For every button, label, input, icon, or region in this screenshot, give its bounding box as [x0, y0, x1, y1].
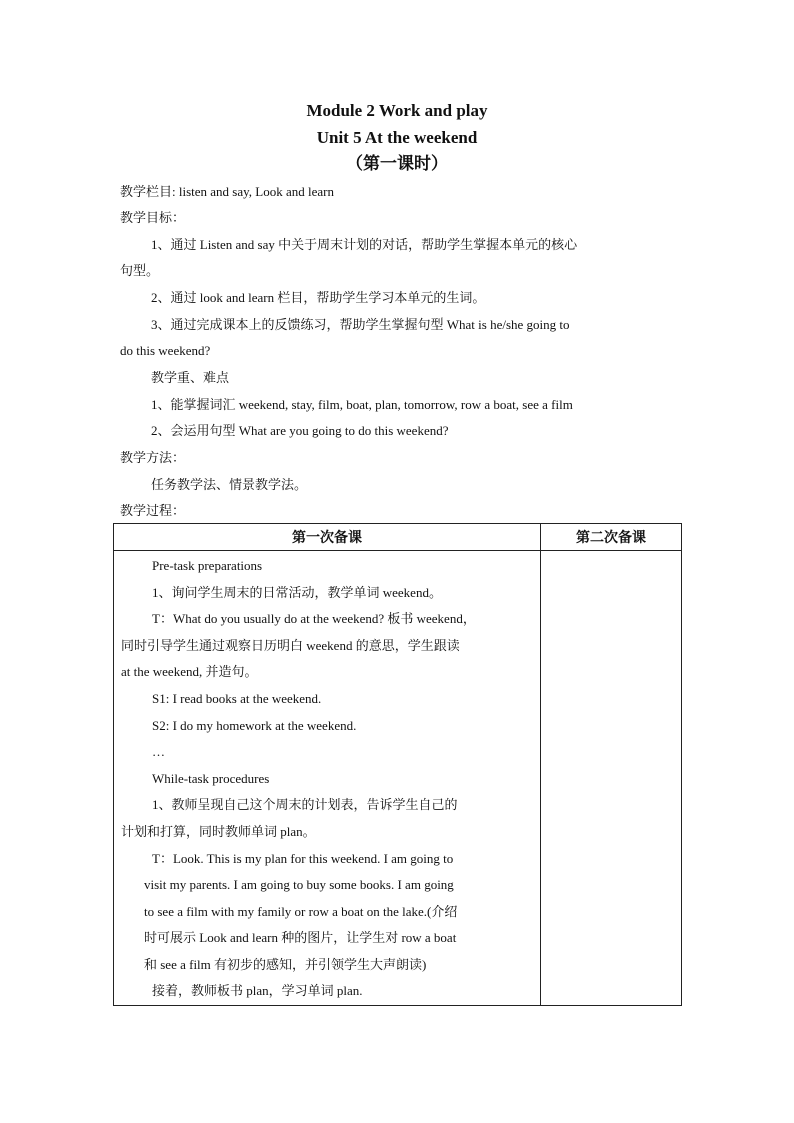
- cell-line: 同时引导学生通过观察日历明白 weekend 的意思，学生跟读: [121, 638, 460, 653]
- cell-line: T：Look. This is my plan for this weekend. I am going to: [152, 851, 454, 866]
- cell-line: …: [152, 744, 165, 759]
- key-points-label: 教学重、难点: [151, 370, 230, 385]
- cell-line: 和 see a film 有初步的感知，并引领学生大声朗读): [144, 957, 427, 972]
- cell-line: to see a film with my family or row a boat on the lake.(介绍: [144, 904, 458, 919]
- second-lesson-notes: [541, 551, 681, 1005]
- second-lesson-cell: [541, 551, 682, 1006]
- first-lesson-header: 第一次备课: [114, 524, 541, 551]
- table-row: [114, 551, 682, 1006]
- objectives-label: 教学目标：: [120, 210, 186, 225]
- cell-line: 接着，教师板书 plan，学习单词 plan.: [152, 983, 363, 998]
- objective-line: 1、通过 Listen and say 中关于周末计划的对话，帮助学生掌握本单元的核心: [151, 237, 578, 252]
- process-label: 教学过程：: [120, 503, 186, 518]
- lesson-process-table: [113, 523, 682, 1006]
- methods-label: 教学方法：: [120, 450, 186, 465]
- second-lesson-header: 第二次备课: [541, 524, 682, 551]
- cell-line: S1: I read books at the weekend.: [152, 691, 322, 706]
- first-lesson-cell: [114, 551, 541, 1006]
- cell-line: 1、询问学生周末的日常活动，教学单词 weekend。: [152, 585, 442, 600]
- lesson-title: （第一课时）: [346, 154, 448, 173]
- cell-line: visit my parents. I am going to buy some books. I am going: [144, 877, 454, 892]
- table-header-row: [114, 524, 682, 551]
- cell-line: While-task procedures: [152, 771, 270, 786]
- key-point-line: 1、能掌握词汇 weekend, stay, film, boat, plan, tomorrow, row a boat, see a film: [151, 397, 573, 412]
- cell-line: Pre-task preparations: [152, 558, 263, 573]
- module-title: Module 2 Work and play: [306, 101, 488, 120]
- cell-line: at the weekend, 并造句。: [121, 664, 258, 679]
- cell-line: S2: I do my homework at the weekend.: [152, 718, 357, 733]
- objective-line: 句型。: [120, 263, 160, 278]
- objective-line: 2、通过 look and learn 栏目，帮助学生学习本单元的生词。: [151, 290, 486, 305]
- cell-line: 1、教师呈现自己这个周末的计划表，告诉学生自己的: [152, 797, 458, 812]
- cell-line: 时可展示 Look and learn 种的图片，让学生对 row a boat: [144, 930, 457, 945]
- unit-title: Unit 5 At the weekend: [316, 128, 478, 147]
- objective-line: do this weekend?: [120, 343, 211, 358]
- cell-line: T：What do you usually do at the weekend? 板书 weekend，: [152, 611, 476, 626]
- key-point-line: 2、会运用句型 What are you going to do this weekend?: [151, 423, 449, 438]
- objective-line: 3、通过完成课本上的反馈练习，帮助学生掌握句型 What is he/she going to: [151, 317, 570, 332]
- cell-line: 计划和打算，同时教师单词 plan。: [121, 824, 316, 839]
- methods-text: 任务教学法、情景教学法。: [151, 477, 308, 492]
- section-label: 教学栏目: listen and say, Look and learn: [120, 184, 334, 199]
